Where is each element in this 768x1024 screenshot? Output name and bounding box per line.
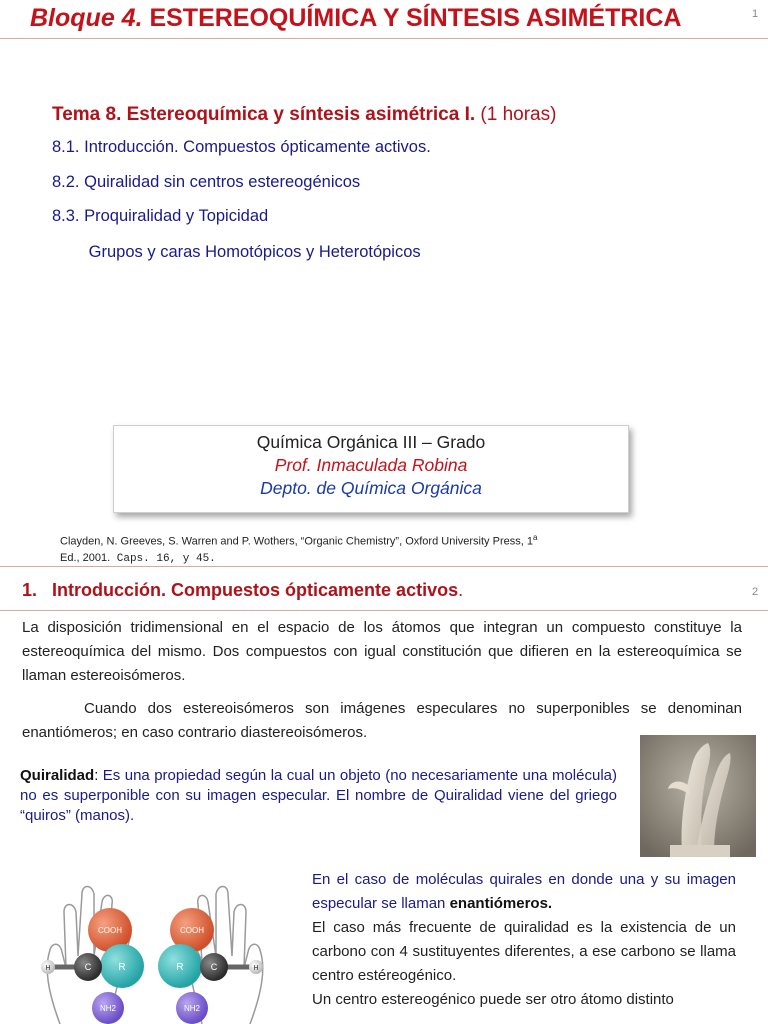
slide-divider: [0, 566, 768, 567]
c-label: C: [210, 962, 218, 972]
chiral-molecules-figure: [30, 872, 280, 1024]
chirality-definition: [20, 766, 617, 826]
enantiomer-explanation: [312, 868, 736, 1012]
title-divider: [0, 610, 768, 611]
page-number: 1: [752, 8, 759, 20]
cooh-label: COOH: [98, 926, 122, 935]
page-number: 2: [752, 586, 759, 598]
chirality-colon: :: [94, 767, 99, 784]
block-label: Bloque 4.: [30, 4, 143, 32]
topic-item: Grupos y caras Homotópicos y Heterotópicos: [52, 243, 421, 261]
reference-superscript: a: [532, 533, 538, 542]
block-title: ESTEREOQUÍMICA Y SÍNTESIS ASIMÉTRICA: [142, 4, 682, 32]
bibliography-reference: [60, 530, 680, 567]
nh2-label: NH2: [183, 1004, 201, 1013]
section-heading: Introducción. Compuestos ópticamente activos: [52, 580, 459, 600]
h-label: H: [253, 965, 259, 972]
nh2-label: NH2: [99, 1004, 117, 1013]
section-title: [22, 580, 463, 601]
intro-paragraph: La disposición tridimensional en el espacio de los átomos que integran un compuesto constituye la estereoquímica del mismo. Dos compuestos con igual constitución que difieren en la estereoquímica se llaman estereoisómeros.: [22, 619, 742, 684]
topic-item: 8.3. Proquiralidad y Topicidad: [52, 207, 269, 225]
section-number: 1.: [22, 580, 38, 600]
left-molecule: [41, 908, 144, 1024]
department-name: Depto. de Química Orgánica: [260, 478, 482, 498]
professor-name: Prof. Inmaculada Robina: [274, 455, 468, 475]
chirality-text: Es una propiedad según la cual un objeto (no necesariamente una molécula) no es superponible con su imagen especular. El nombre de Quiralidad viene del griego “quiros” (manos).: [20, 767, 617, 824]
topic-item: 8.1. Introducción. Compuestos ópticamente activos.: [52, 138, 431, 156]
chirality-term: Quiralidad: [20, 767, 95, 784]
course-name: Química Orgánica III – Grado: [256, 432, 486, 452]
r-label: R: [176, 962, 184, 973]
right-molecule: [158, 908, 263, 1024]
h-label: H: [45, 965, 51, 972]
enantiomer-term: enantiómeros.: [449, 895, 553, 912]
topic-item: 8.2. Quiralidad sin centros estereogénicos: [52, 173, 361, 191]
reference-text: Clayden, N. Greeves, S. Warren and P. Wothers, “Organic Chemistry”, Oxford University Press, 1: [60, 535, 533, 548]
hands-sculpture-photo: [640, 735, 756, 857]
stereocenter-text: El caso más frecuente de quiralidad es la existencia de un carbono con 4 sustituyentes diferentes, a ese carbono se llama centro estéreogénico.: [312, 919, 736, 984]
reference-edition: Ed., 2001.: [60, 551, 111, 564]
tema-heading: [52, 104, 556, 126]
enantiomer-paragraph: Cuando dos estereoisómeros son imágenes especulares no superponibles se denominan enantiómeros; en caso contrario diastereoisómeros.: [22, 700, 742, 741]
stereocenter-atom-text: Un centro estereogénico puede ser otro átomo distinto: [312, 991, 674, 1008]
section-period: .: [458, 580, 464, 600]
c-label: C: [84, 962, 92, 972]
cooh-label: COOH: [180, 926, 204, 935]
r-label: R: [118, 962, 126, 973]
reference-chapters: Caps. 16, y 45.: [110, 552, 216, 565]
tema-title: Tema 8. Estereoquímica y síntesis asimétrica I.: [52, 104, 476, 125]
enantiomer-text: En el caso de moléculas quirales en donde una y su imagen especular se llaman: [312, 871, 736, 912]
course-info-box: [113, 425, 629, 513]
tema-hours: (1 horas): [475, 104, 557, 125]
slide-title: [30, 4, 681, 33]
title-divider: [0, 38, 768, 39]
